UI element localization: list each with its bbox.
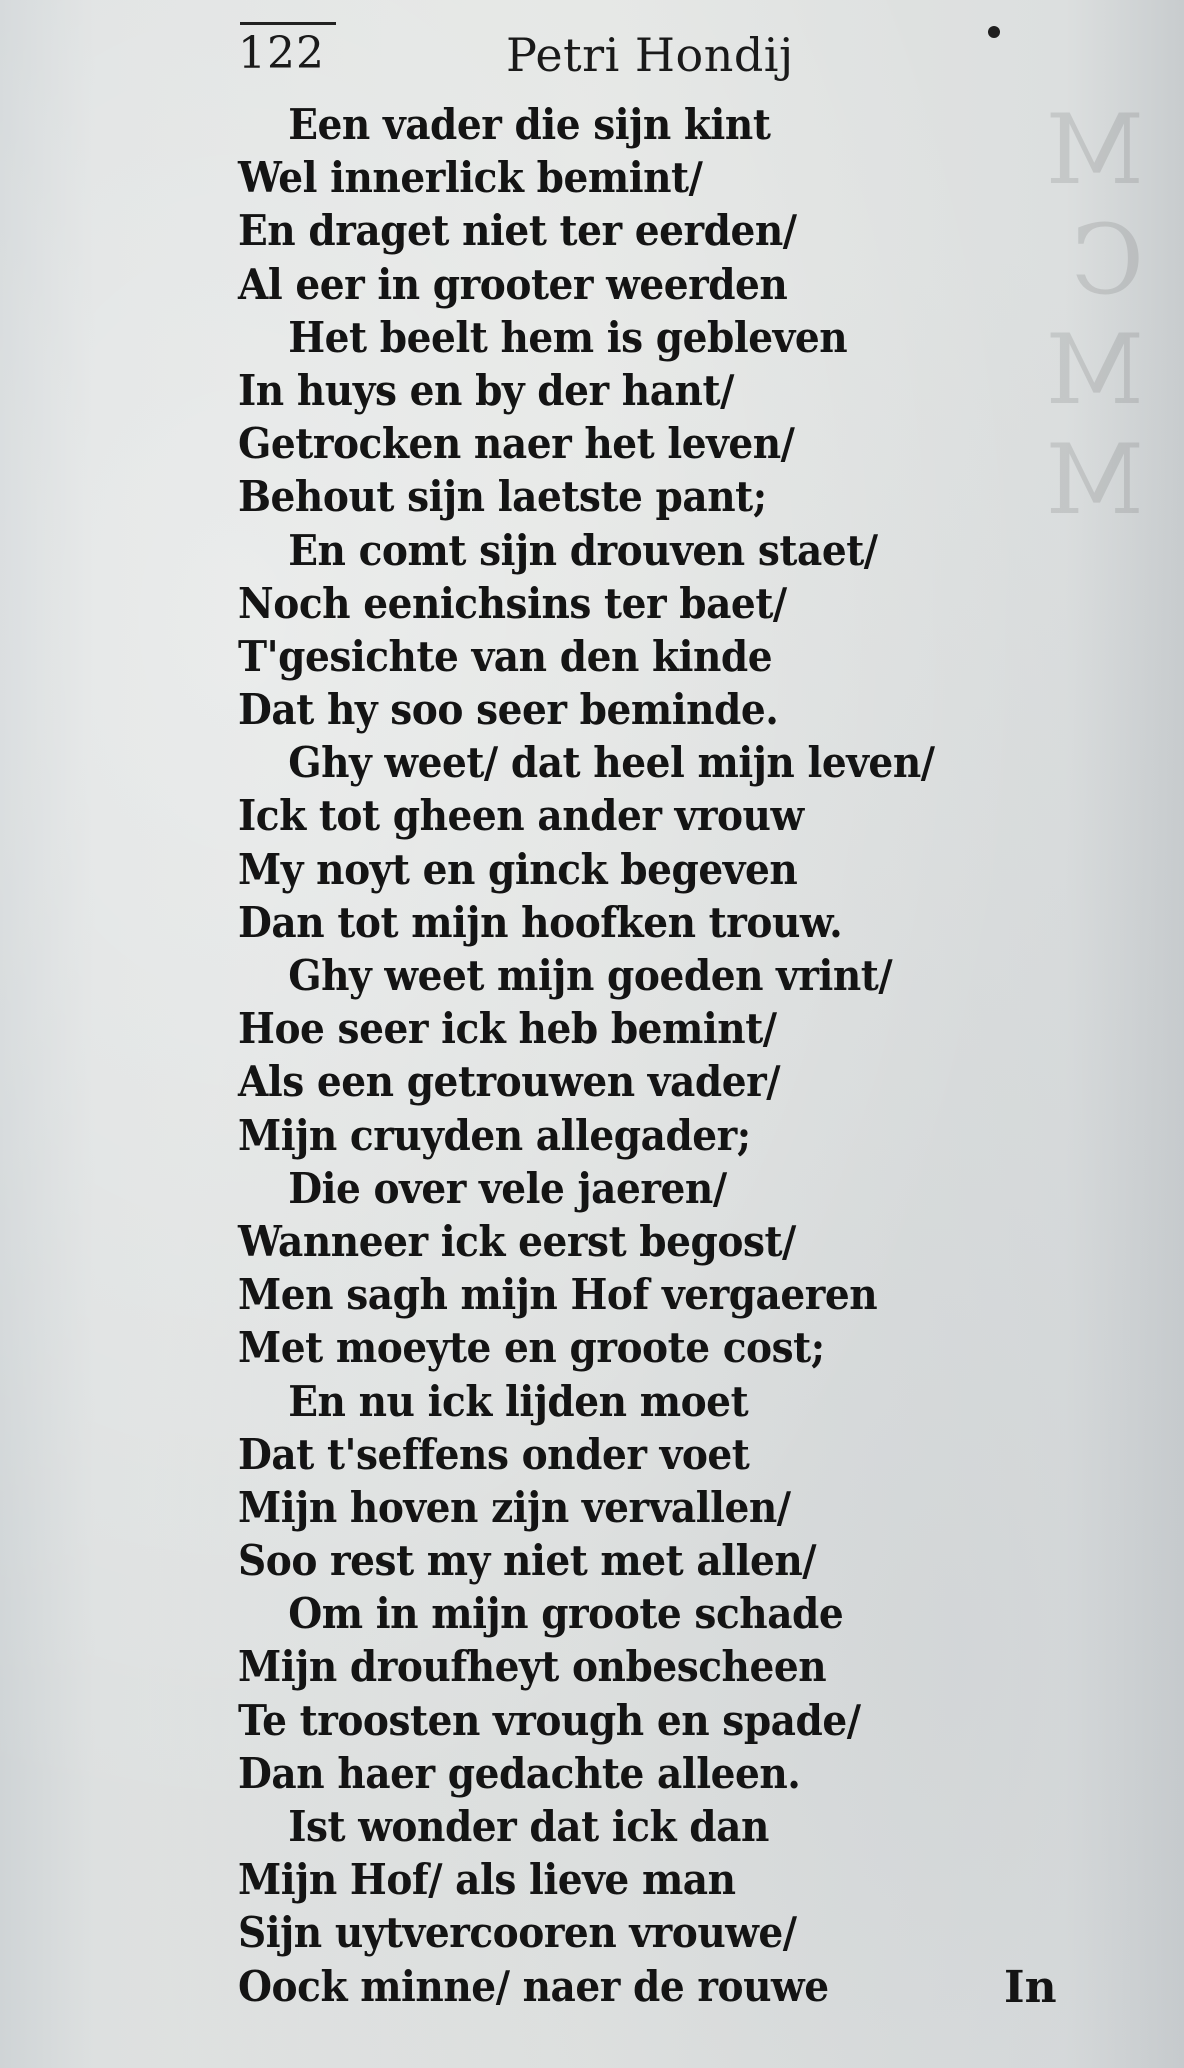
verse-line: Ist wonder dat ick dan: [288, 1802, 769, 1851]
verse-line: Als een getrouwen vader/: [238, 1057, 781, 1107]
verse-line: Oock minne/ naer de rouwe: [238, 1961, 829, 2011]
page-number: 122: [238, 28, 325, 79]
verse-line: En draget niet ter eerden/: [238, 206, 797, 256]
verse-line: Met moeyte en groote cost;: [238, 1323, 825, 1373]
page-header: [238, 20, 838, 90]
verse-line: Dat t'seffens onder voet: [238, 1429, 750, 1479]
verse-line: Mijn hoven zijn vervallen/: [238, 1482, 791, 1532]
verse-line: Dan haer gedachte alleen.: [238, 1748, 801, 1798]
verse-line: Wel innerlick bemint/: [238, 153, 703, 203]
verse-line: Ghy weet mijn goeden vrint/: [288, 951, 893, 1000]
verse-line: Mijn cruyden allegader;: [238, 1110, 751, 1160]
verse-line: In huys en by der hant/: [238, 365, 734, 415]
poem-text: [238, 98, 1058, 2013]
verse-line: Het beelt hem is gebleven: [288, 312, 848, 362]
verse-line: Soo rest my niet met allen/: [238, 1536, 817, 1586]
verse-line: Dat hy soo seer beminde.: [238, 685, 779, 735]
verse-line: Al eer in grooter weerden: [238, 259, 788, 309]
page-number-rule: [240, 22, 336, 25]
verse-line: En comt sijn drouven staet/: [288, 525, 878, 575]
running-head: Petri Hondij: [506, 28, 794, 82]
verse-line: Mijn droufheyt onbescheen: [238, 1642, 827, 1692]
verse-line: Sijn uytvercooren vrouwe/: [238, 1908, 797, 1958]
verse-line: Ghy weet/ dat heel mijn leven/: [288, 738, 935, 788]
verse-line: Te troosten vrough en spade/: [238, 1695, 861, 1745]
verse-line: Getrocken naer het leven/: [238, 419, 795, 469]
verse-line: Wanneer ick eerst begost/: [238, 1216, 796, 1266]
verse-line: Behout sijn laetste pant;: [238, 472, 767, 522]
verse-line: My noyt en ginck begeven: [238, 844, 798, 894]
verse-line: Hoe seer ick heb bemint/: [238, 1004, 777, 1054]
verse-line: Ick tot gheen ander vrouw: [238, 791, 804, 841]
ink-speck: [988, 26, 1000, 38]
verse-line: Om in mijn groote schade: [288, 1589, 844, 1639]
verse-line: Mijn Hof/ als lieve man: [238, 1855, 736, 1905]
verse-line: Een vader die sijn kint: [288, 100, 771, 149]
verse-line: En nu ick lijden moet: [288, 1376, 749, 1426]
verse-line: Dan tot mijn hoofken trouw.: [238, 897, 843, 947]
verse-line: Die over vele jaeren/: [288, 1163, 727, 1213]
verse-line: T'gesichte van den kinde: [238, 631, 773, 681]
verse-line: Noch eenichsins ter baet/: [238, 578, 787, 628]
bleed-through-reverse-text: M C M M: [1045, 95, 1144, 536]
verse-line: Men sagh mijn Hof vergaeren: [238, 1270, 878, 1320]
catchword: In: [1004, 1962, 1057, 2013]
